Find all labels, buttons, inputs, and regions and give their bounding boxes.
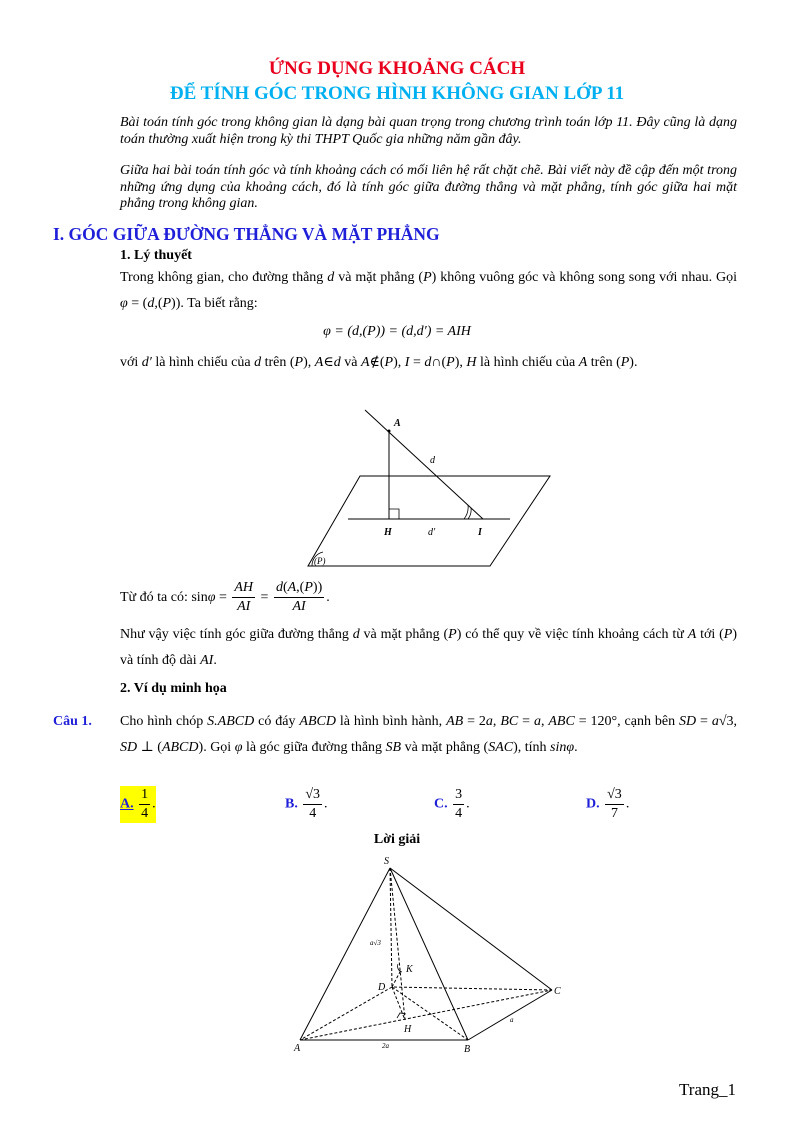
label-a: A [294,1043,301,1054]
sine-formula: Từ đó ta có: sinφ = $\frac{AH}{AI}$ = $\frac{d(A,(P))}{AI}$ . [120,580,330,615]
intro-paragraph-1: Bài toán tính góc trong không gian là dạng bài quan trọng trong chương trình toán lớp 11. Đây cũng là dạng toán thường xuất hiện trong kỳ thi THPT Quốc gia những năm gần đây. [120,115,737,147]
plane-angle-figure [300,402,560,572]
intro-paragraph-2: Giữa hai bài toán tính góc và tính khoảng cách có mối liên hệ rất chặt chẽ. Bài viết này đề cập đến một trong những ứng dụng của khoảng cách, đó là tính góc giữa đường thẳng và mặt phẳng, tính góc giữa hai mặt phẳng trong không gian. [120,163,737,211]
edge-sa [300,868,390,1040]
label-d: d [430,455,435,466]
doc-subtitle: ĐỂ TÍNH GÓC TRONG HÌNH KHÔNG GIAN LỚP 11 [169,83,625,104]
label-i: I [478,527,482,538]
projection-paragraph: với d′ là hình chiếu của d trên (P), A∈d và A∉(P), I = d∩(P), H là hình chiếu của A trên (P). [120,355,638,370]
angle-mark-i-2 [464,505,468,519]
pyramid-figure [280,852,580,1062]
choice-b[interactable]: B. $\frac{√3}{4}$ . [285,787,328,821]
choice-a[interactable]: A. $\frac{1}{4}$ . [120,787,156,821]
page-number: Trang_1 [679,1080,736,1099]
angle-formula: φ = (d,(P)) = (d,d′) = AIH [323,324,471,339]
plane-p [308,476,550,566]
label-bc-length: a [510,1016,514,1024]
solution-heading: Lời giải [373,832,421,847]
choice-c[interactable]: C. $\frac{3}{4}$ . [434,787,470,821]
right-angle-h [389,509,399,519]
example-heading: 2. Ví dụ minh họa [120,681,227,696]
question-text: Cho hình chóp S.ABCD có đáy ABCD là hình bình hành, AB = 2a, BC = a, ABC = 120°, cạnh bên SD = a√3, SD ⊥ (ABCD). Gọi φ là góc giữa đường thẳng SB và mặt phẳng (SAC), tính sinφ. [120,714,738,755]
point-a [388,430,391,433]
segment-sh [390,868,405,1020]
theory-heading: 1. Lý thuyết [120,248,192,263]
label-k: K [406,964,413,975]
conclusion-paragraph: Như vậy việc tính góc giữa đường thẳng d và mặt phẳng (P) có thể quy về việc tính khoảng cách từ A tới (P) và tính độ dài AI. [120,627,738,668]
label-ab-length: 2a [382,1042,389,1050]
segment-dk [392,970,401,987]
edge-bc [468,990,552,1040]
label-p: (P) [314,556,326,566]
label-d: D [378,982,386,993]
question-label: Câu 1. [53,714,92,729]
edge-cd [392,987,552,990]
label-a: A [394,418,401,429]
edge-sc [390,868,552,990]
label-d-prime: d′ [428,527,436,538]
choice-d[interactable]: D. $\frac{√3}{7}$ . [586,787,630,821]
label-h: H [404,1024,412,1035]
line-d [365,410,483,519]
angle-mark-i [468,508,471,519]
doc-title: ỨNG DỤNG KHOẢNG CÁCH [268,58,526,79]
theory-paragraph: Trong không gian, cho đường thẳng d và mặt phẳng (P) không vuông góc và không song song với nhau. Gọi φ = (d,(P)). Ta biết rằng: [120,270,738,311]
label-s: S [384,856,389,867]
label-b: B [464,1044,471,1055]
label-c: C [554,986,561,997]
label-h: H [384,527,392,538]
label-sd-length: a√3 [370,939,381,947]
diagonal-ac [300,990,552,1040]
section-heading: I. GÓC GIỮA ĐƯỜNG THẲNG VÀ MẶT PHẲNG [53,224,440,244]
